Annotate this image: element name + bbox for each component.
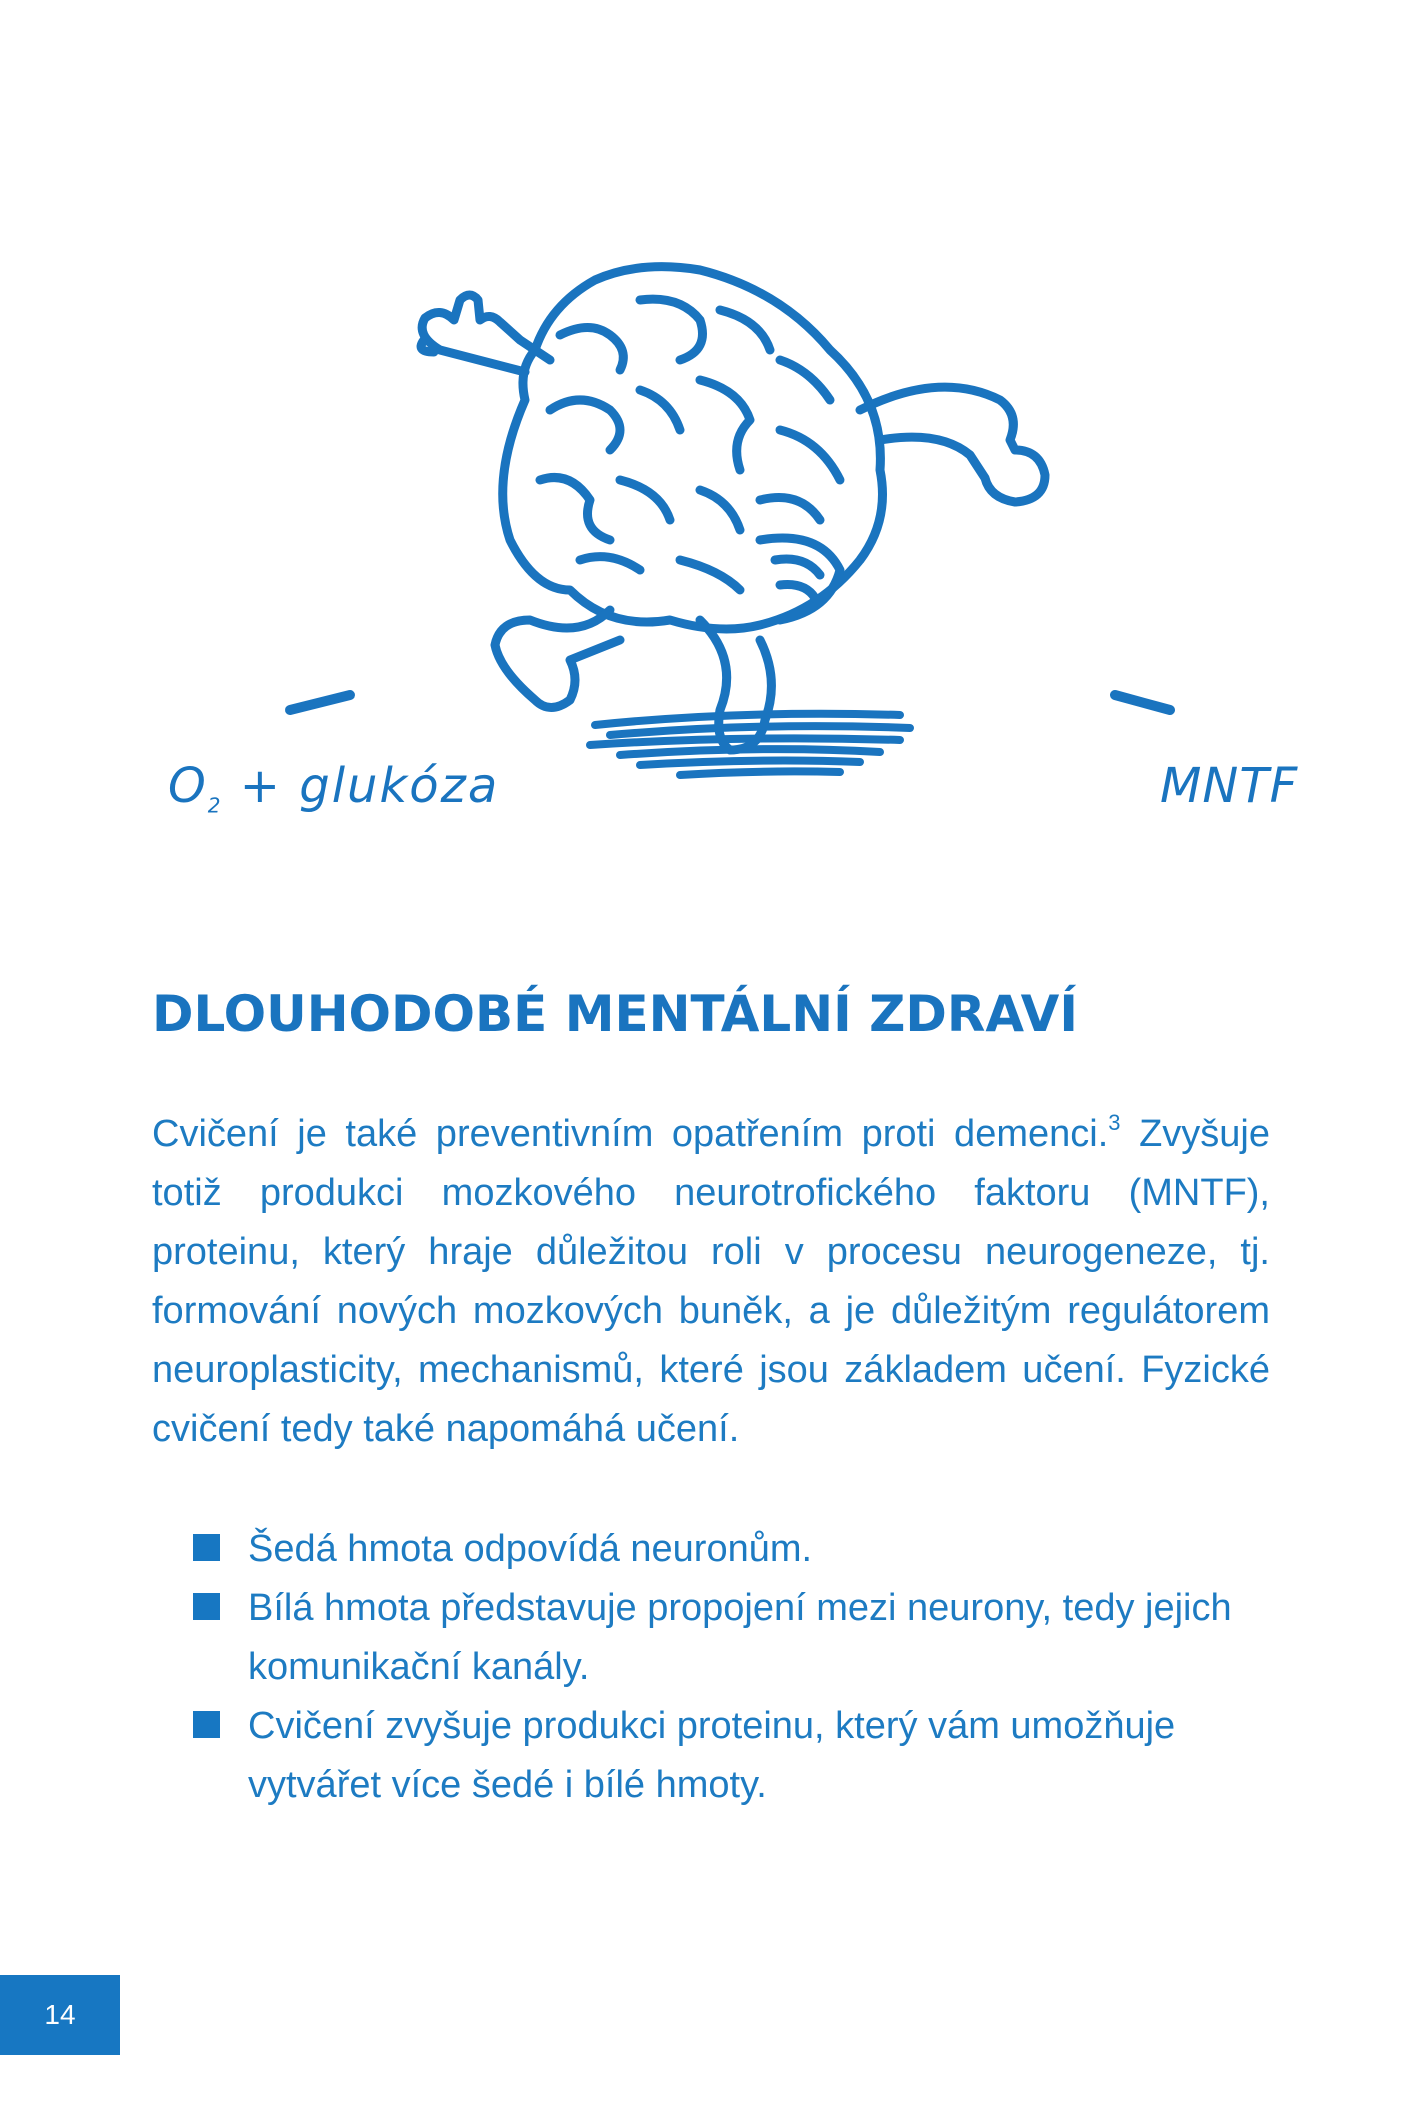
bullet-text: Šedá hmota odpovídá neuronům. (248, 1528, 813, 1570)
page-number-box (0, 1975, 120, 2055)
page-number: 14 (44, 1999, 76, 2030)
body-paragraph (152, 1105, 1270, 1459)
bullet-item (193, 1579, 1270, 1697)
bullet-list (193, 1520, 1270, 1815)
oxygen-subscript: 2 (207, 793, 223, 818)
bullet-item (193, 1520, 1270, 1579)
bullet-square-icon (193, 1593, 220, 1620)
bullet-square-icon (193, 1711, 220, 1738)
glucose-label: + glukóza (222, 758, 500, 814)
bullet-text: Bílá hmota představuje propojení mezi neurony, tedy jejich komunikační kanály. (248, 1587, 1232, 1688)
mntf-label: MNTF (1160, 758, 1299, 814)
section-heading: DLOUHODOBÉ MENTÁLNÍ ZDRAVÍ (152, 985, 1078, 1043)
bullet-item (193, 1697, 1270, 1815)
bullet-square-icon (193, 1534, 220, 1561)
paragraph-text-1: Cvičení je také preventivním opatřením proti demenci. (152, 1113, 1109, 1155)
footnote-marker: 3 (1108, 1110, 1121, 1135)
oxygen-symbol: O (168, 758, 208, 814)
bullet-text: Cvičení zvyšuje produkci proteinu, který vám umožňuje vytvářet více šedé i bílé hmoty. (248, 1705, 1176, 1806)
oxygen-glucose-label (168, 758, 499, 818)
paragraph-text-2: Zvyšuje totiž produkci mozkového neurotrofického faktoru (MNTF), proteinu, který hraje důležitou roli v procesu neurogeneze, tj. formování nových mozkových buněk, a je důležitým regulátorem neuroplasticity, mechanismů, které jsou základem učení. Fyzické cvičení tedy také napomáhá učení. (152, 1113, 1270, 1450)
